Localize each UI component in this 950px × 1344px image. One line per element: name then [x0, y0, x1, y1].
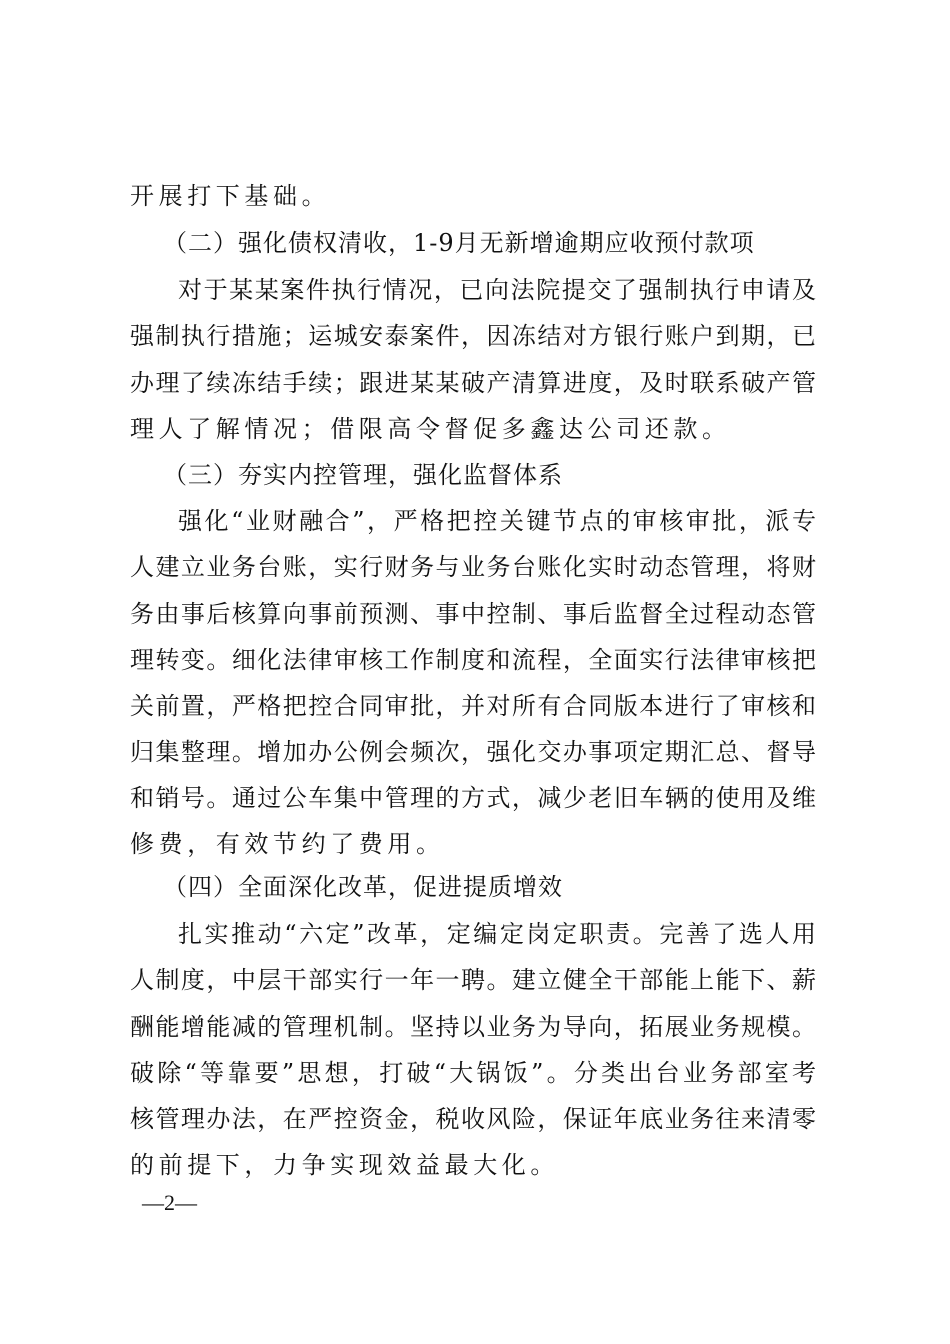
body-line: 强制执行措施；运城安泰案件，因冻结对方银行账户到期，已: [130, 322, 816, 350]
body-line: 理人了解情况；借限高令督促多鑫达公司还款。: [130, 415, 731, 443]
body-line: 务由事后核算向事前预测、事中控制、事后监督全过程动态管: [130, 600, 816, 628]
section-heading-2: （二）强化债权清收，1-9月无新增逾期应收预付款项: [163, 229, 755, 257]
body-line: 归集整理。增加办公例会频次，强化交办事项定期汇总、督导: [130, 738, 816, 766]
section-heading-4: （四）全面深化改革，促进提质增效: [163, 873, 563, 901]
body-line: 理转变。细化法律审核工作制度和流程，全面实行法律审核把: [130, 646, 816, 674]
section-heading-3: （三）夯实内控管理，强化监督体系: [163, 461, 563, 489]
body-line: 人制度，中层干部实行一年一聘。建立健全干部能上能下、薪: [130, 966, 816, 994]
body-line: 的前提下，力争实现效益最大化。: [130, 1151, 559, 1179]
paragraph-tail: 开展打下基础。: [130, 182, 331, 210]
body-line: 破除“等靠要”思想，打破“大锅饭”。分类出台业务部室考: [130, 1059, 816, 1087]
body-line: 对于某某案件执行情况，已向法院提交了强制执行申请及: [178, 276, 816, 304]
body-line: 酬能增能减的管理机制。坚持以业务为导向，拓展业务规模。: [130, 1013, 816, 1041]
page-number: —2—: [142, 1190, 197, 1215]
body-line: 人建立业务台账，实行财务与业务台账化实时动态管理，将财: [130, 553, 816, 581]
body-line: 和销号。通过公车集中管理的方式，减少老旧车辆的使用及维: [130, 784, 816, 812]
body-line: 扎实推动“六定”改革，定编定岗定职责。完善了选人用: [178, 920, 816, 948]
body-line: 修费，有效节约了费用。: [130, 830, 445, 858]
body-line: 强化“业财融合”，严格把控关键节点的审核审批，派专: [178, 507, 816, 535]
body-line: 核管理办法，在严控资金，税收风险，保证年底业务往来清零: [130, 1105, 816, 1133]
body-line: 办理了续冻结手续；跟进某某破产清算进度，及时联系破产管: [130, 369, 816, 397]
body-line: 关前置，严格把控合同审批，并对所有合同版本进行了审核和: [130, 692, 816, 720]
